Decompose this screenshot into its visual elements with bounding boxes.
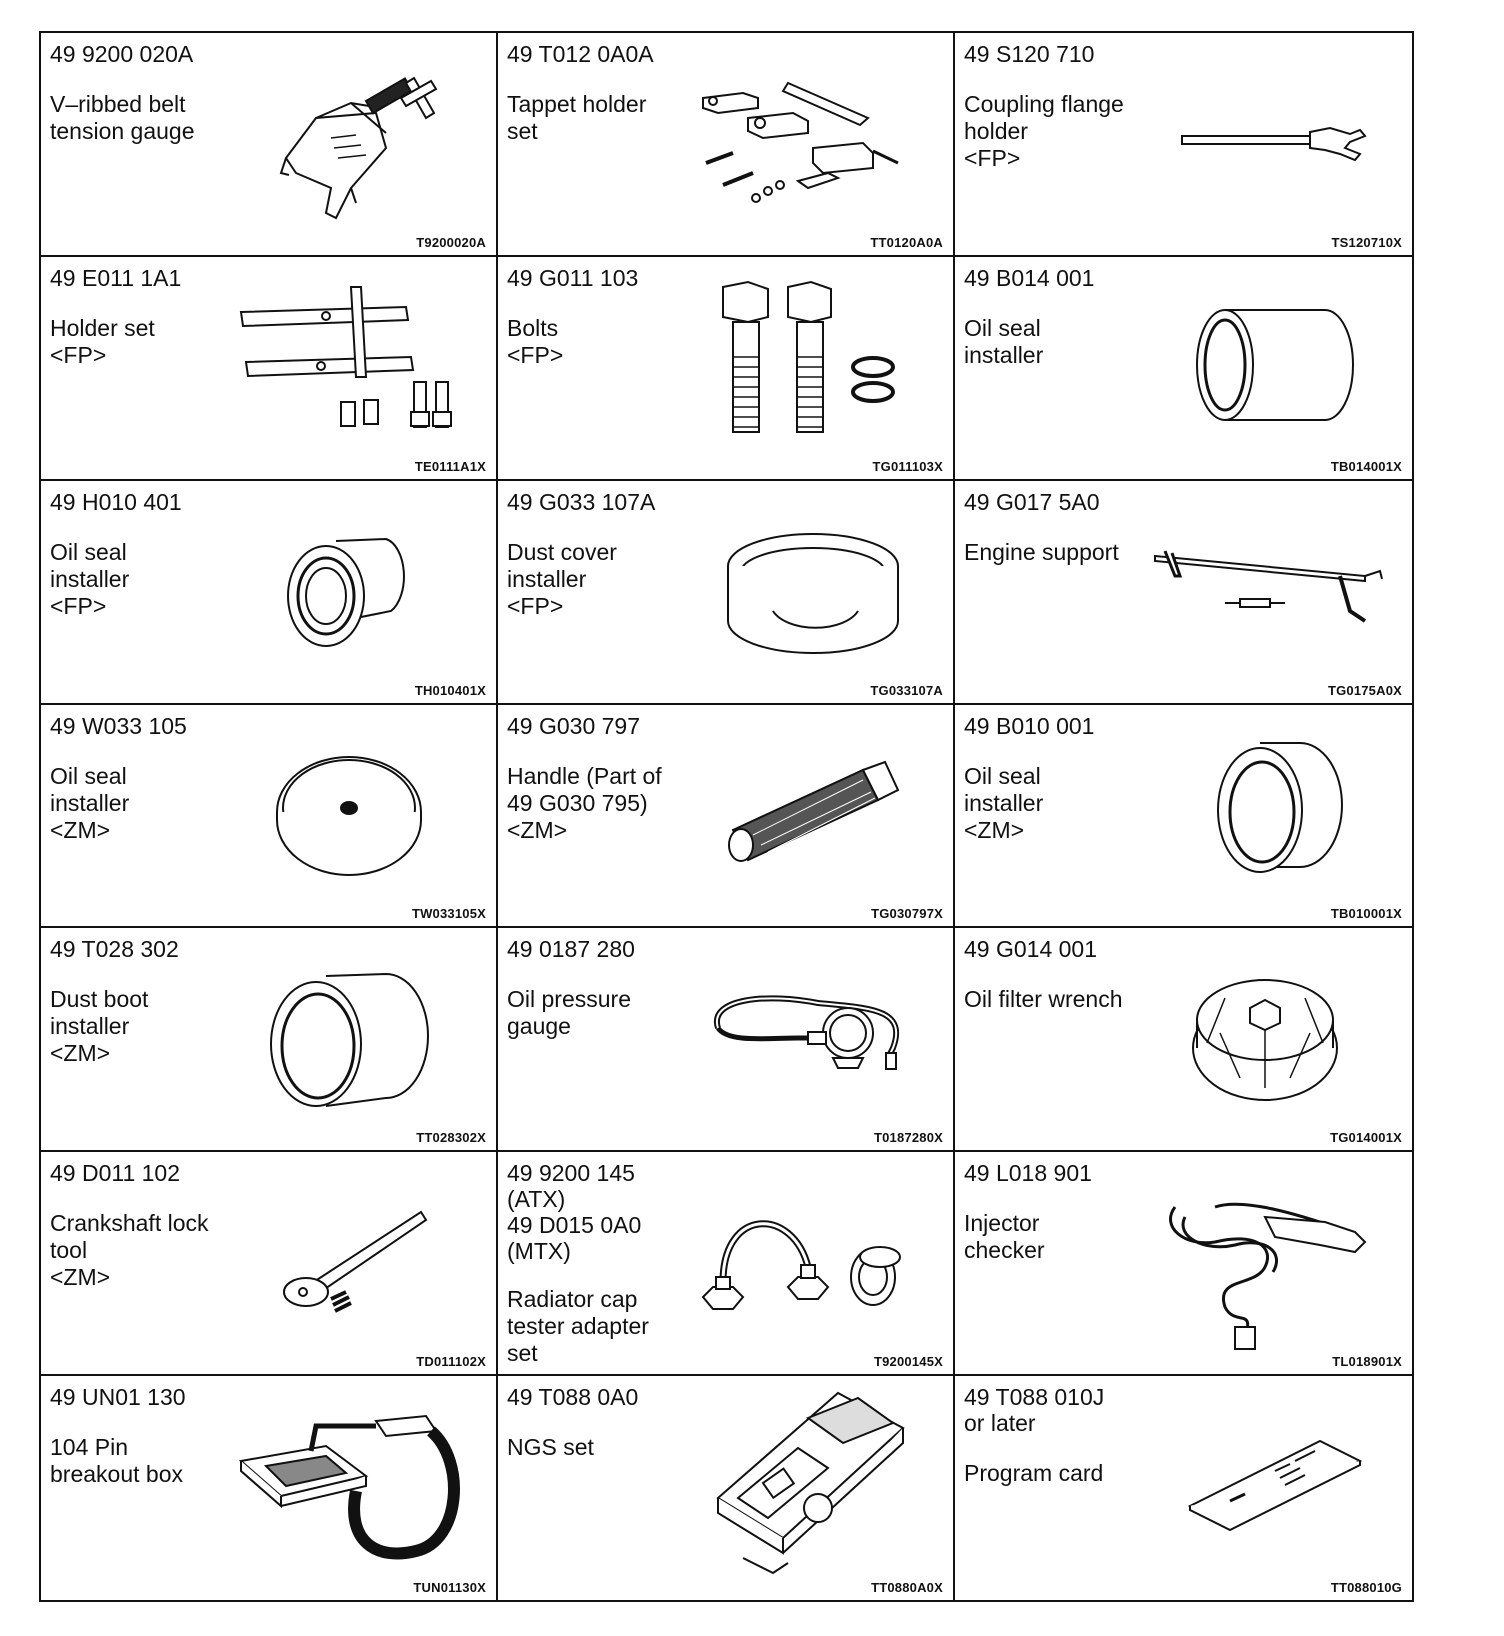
figure-code: T0187280X xyxy=(873,1130,943,1146)
tool-description: Dust cover installer <FP> xyxy=(507,538,617,619)
oil-seal-installer-disc-icon xyxy=(271,750,431,880)
tool-description: Bolts <FP> xyxy=(507,314,564,368)
tool-description: Oil seal installer <ZM> xyxy=(50,762,130,843)
figure-code: TG030797X xyxy=(871,906,943,922)
figure-code: TT0880A0X xyxy=(871,1580,943,1595)
tool-description: Radiator cap tester adapter set xyxy=(507,1286,649,1367)
figure-code: TD011102X xyxy=(416,1354,486,1370)
tool-description: Holder set <FP> xyxy=(50,314,155,368)
part-number: 49 L018 901 xyxy=(964,1160,1092,1187)
special-tools-table xyxy=(39,31,1414,1602)
tool-cell xyxy=(955,481,1412,705)
handle-icon xyxy=(713,750,903,870)
radiator-cap-adapter-icon xyxy=(698,1197,918,1327)
tool-cell xyxy=(955,33,1412,257)
tool-description: Oil seal installer <ZM> xyxy=(964,762,1044,843)
figure-code: T9200020A xyxy=(416,234,486,250)
tool-cell xyxy=(955,705,1412,929)
tool-description: Engine support xyxy=(964,538,1119,565)
tool-cell xyxy=(498,257,955,481)
part-number: 49 G011 103 xyxy=(507,264,639,291)
tool-cell xyxy=(955,1152,1412,1376)
bolts-icon xyxy=(713,277,913,447)
tool-description: NGS set xyxy=(507,1434,594,1461)
tool-description: Coupling flange holder <FP> xyxy=(964,91,1124,171)
tool-cell xyxy=(498,705,955,929)
part-number: 49 T088 010J or later xyxy=(964,1384,1105,1437)
figure-code: TL018901X xyxy=(1332,1354,1402,1370)
tool-description: Oil pressure gauge xyxy=(507,986,631,1040)
tool-description: Oil seal installer xyxy=(964,314,1044,368)
tappet-holder-set-icon xyxy=(698,73,928,213)
part-number: 49 0187 280 xyxy=(507,936,635,963)
part-number: 49 W033 105 xyxy=(50,712,187,739)
dust-boot-installer-icon xyxy=(266,966,436,1116)
oil-seal-installer-cylinder-icon xyxy=(1200,735,1350,885)
tool-description: Crankshaft lock tool <ZM> xyxy=(50,1210,209,1291)
figure-code: TW033105X xyxy=(411,906,486,922)
tool-description: Injector checker xyxy=(964,1210,1045,1264)
part-number: 49 G033 107A xyxy=(507,488,656,515)
tool-description: 104 Pin breakout box xyxy=(50,1434,183,1488)
part-number: 49 E011 1A1 xyxy=(50,264,182,291)
tool-cell xyxy=(41,33,498,257)
tool-cell xyxy=(41,257,498,481)
part-number: 49 T028 302 xyxy=(50,936,179,963)
part-number: 49 H010 401 xyxy=(50,488,182,515)
oil-pressure-gauge-icon xyxy=(708,988,908,1088)
tool-description: V–ribbed belt tension gauge xyxy=(50,91,195,144)
tool-cell xyxy=(41,928,498,1152)
oil-filter-wrench-icon xyxy=(1185,968,1345,1108)
tool-description: Dust boot installer <ZM> xyxy=(50,986,149,1067)
crankshaft-lock-tool-icon xyxy=(271,1207,441,1327)
tool-description: Oil seal installer <FP> xyxy=(50,538,130,619)
tool-cell xyxy=(498,1152,955,1376)
figure-code: TG011103X xyxy=(872,458,943,474)
figure-code: TB010001X xyxy=(1330,906,1402,922)
figure-code: TE0111A1X xyxy=(414,458,486,474)
tool-cell xyxy=(498,481,955,705)
tool-description: Handle (Part of 49 G030 795) <ZM> xyxy=(507,762,662,843)
tool-cell xyxy=(41,481,498,705)
tool-cell xyxy=(41,1152,498,1376)
figure-code: TT028302X xyxy=(416,1130,486,1146)
figure-code: T9200145X xyxy=(873,1354,943,1370)
part-number: 49 G014 001 xyxy=(964,936,1098,963)
oil-seal-installer-icon xyxy=(1195,295,1365,435)
figure-code: TUN01130X xyxy=(413,1580,486,1595)
figure-code: TB014001X xyxy=(1330,458,1402,474)
part-number: 49 T012 0A0A xyxy=(507,41,654,67)
part-number: 49 UN01 130 xyxy=(50,1384,186,1411)
part-number: 49 S120 710 xyxy=(964,41,1095,67)
tool-cell xyxy=(498,33,955,257)
belt-tension-gauge-icon xyxy=(256,63,456,223)
figure-code: TT0120A0A xyxy=(870,234,943,250)
part-number: 49 T088 0A0 xyxy=(507,1384,639,1411)
injector-checker-icon xyxy=(1155,1187,1385,1357)
program-card-icon xyxy=(1185,1436,1365,1536)
engine-support-icon xyxy=(1150,541,1390,631)
tool-description: Program card xyxy=(964,1460,1104,1487)
coupling-flange-holder-icon xyxy=(1180,118,1370,168)
part-number: 49 D011 102 xyxy=(50,1160,181,1187)
part-number: 49 B014 001 xyxy=(964,264,1095,291)
part-number: 49 9200 020A xyxy=(50,41,194,67)
tool-cell xyxy=(41,705,498,929)
ngs-set-icon xyxy=(708,1388,908,1578)
part-number: 49 9200 145 (ATX) 49 D015 0A0 (MTX) xyxy=(507,1160,642,1265)
tool-cell xyxy=(498,1376,955,1600)
tool-cell xyxy=(955,257,1412,481)
part-number: 49 G017 5A0 xyxy=(964,488,1100,515)
figure-code: TG0175A0X xyxy=(1327,682,1402,698)
figure-code: TG033107A xyxy=(870,682,943,698)
figure-code: TS120710X xyxy=(1331,234,1402,250)
figure-code: TH010401X xyxy=(414,682,486,698)
part-number: 49 B010 001 xyxy=(964,712,1095,739)
tool-cell xyxy=(498,928,955,1152)
tool-cell xyxy=(41,1376,498,1600)
breakout-box-icon xyxy=(236,1401,476,1571)
tool-cell xyxy=(955,1376,1412,1600)
figure-code: TT088010G xyxy=(1330,1580,1402,1595)
part-number: 49 G030 797 xyxy=(507,712,641,739)
oil-seal-installer-flanged-icon xyxy=(281,531,421,651)
dust-cover-installer-icon xyxy=(718,526,908,666)
tool-description: Tappet holder set xyxy=(507,91,647,144)
holder-set-icon xyxy=(236,282,476,442)
tool-description: Oil filter wrench xyxy=(964,986,1123,1013)
figure-code: TG014001X xyxy=(1330,1130,1402,1146)
tool-cell xyxy=(955,928,1412,1152)
